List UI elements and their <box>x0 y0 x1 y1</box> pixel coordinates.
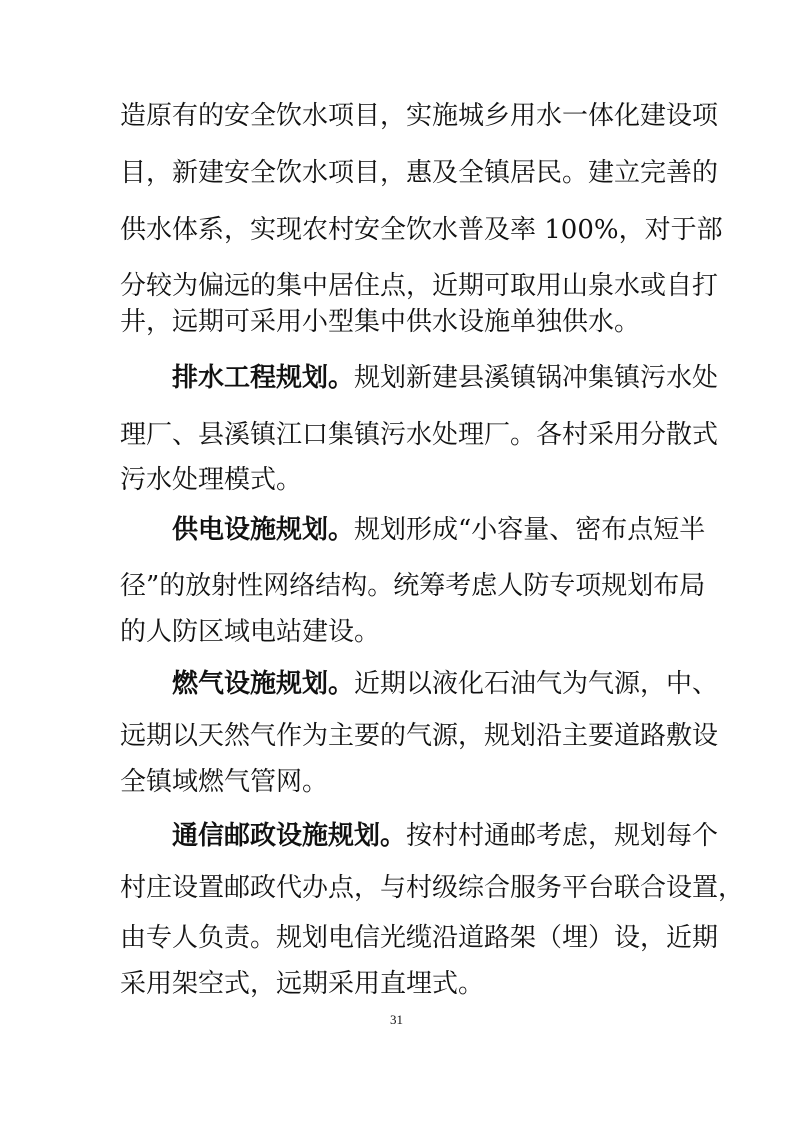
drainage-heading: 排水工程规划。 <box>172 363 355 393</box>
water-supply-line-1: 造原有的安全饮水项目，实施城乡用水一体化建设项 <box>120 101 719 131</box>
telecom-line-4: 采用架空式，远期采用直埋式。 <box>120 969 485 999</box>
telecom-heading: 通信邮政设施规划。 <box>172 821 407 851</box>
water-supply-line-5: 井，远期可采用小型集中供水设施单独供水。 <box>120 307 641 337</box>
telecom-line-3: 由专人负责。规划电信光缆沿道路架（埋）设，近期 <box>120 923 719 953</box>
water-supply-line-4: 分较为偏远的集中居住点，近期可取用山泉水或自打 <box>120 271 719 301</box>
power-paragraph-first-line <box>172 510 706 550</box>
drainage-line-2: 理厂、县溪镇江口集镇污水处理厂。各村采用分散式 <box>120 420 719 450</box>
telecom-line-1: 按村村通邮考虑，规划每个 <box>406 821 719 851</box>
power-line-3: 的人防区域电站建设。 <box>120 617 381 647</box>
power-heading: 供电设施规划。 <box>172 515 355 545</box>
page-number: 31 <box>390 1012 403 1027</box>
water-supply-line-3: 供水体系，实现农村安全饮水普及率 100%，对于部 <box>120 215 723 245</box>
gas-line-3: 全镇域燃气管网。 <box>120 767 329 797</box>
drainage-paragraph-first-line <box>172 358 719 398</box>
power-line-1: 规划形成“小容量、密布点短半 <box>354 515 706 545</box>
drainage-line-3: 污水处理模式。 <box>120 465 303 495</box>
power-line-2: 径”的放射性网络结构。统筹考虑人防专项规划布局 <box>120 571 706 601</box>
gas-paragraph-first-line <box>172 664 719 704</box>
water-supply-line-2: 目，新建安全饮水项目，惠及全镇居民。建立完善的 <box>120 158 719 188</box>
telecom-paragraph-first-line <box>172 816 719 856</box>
telecom-line-2: 村庄设置邮政代办点，与村级综合服务平台联合设置， <box>120 873 745 903</box>
drainage-line-1: 规划新建县溪镇锅冲集镇污水处 <box>354 363 719 393</box>
gas-line-1: 近期以液化石油气为气源，中、 <box>354 669 719 699</box>
gas-line-2: 远期以天然气作为主要的气源，规划沿主要道路敷设 <box>120 721 719 751</box>
gas-heading: 燃气设施规划。 <box>172 669 355 699</box>
